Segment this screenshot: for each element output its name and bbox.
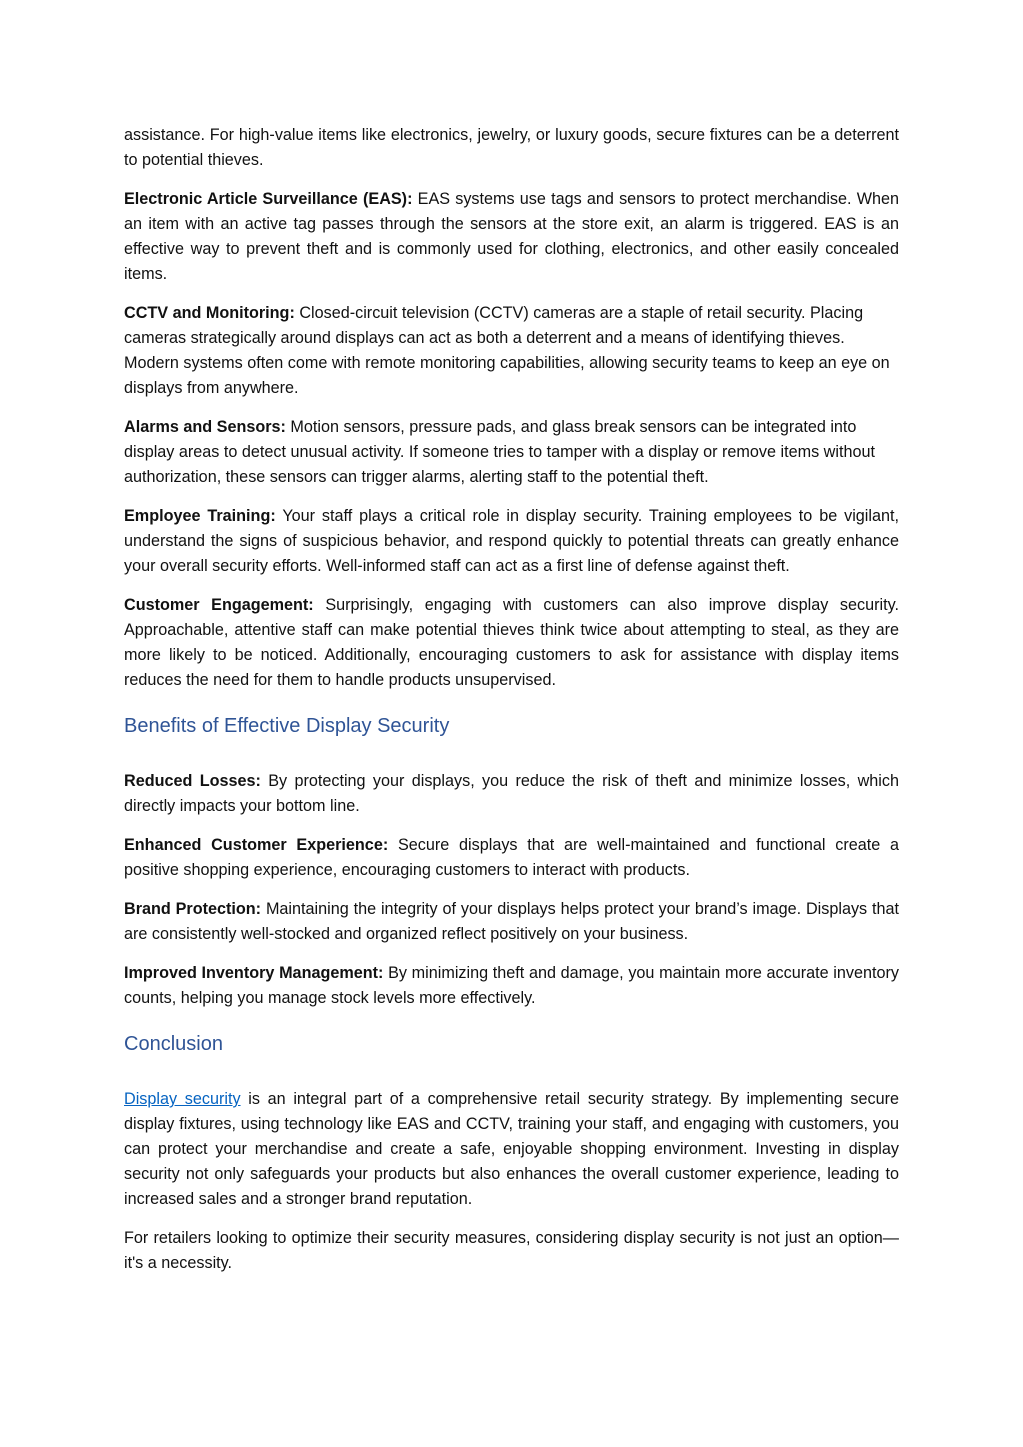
alarms-label: Alarms and Sensors: [124, 418, 286, 436]
closing-paragraph: For retailers looking to optimize their security measures, considering display security is not just an option—it's a necessity. [124, 1229, 899, 1272]
cctv-label: CCTV and Monitoring: [124, 304, 295, 322]
brand-protection-paragraph [124, 897, 899, 947]
brand-protection-text: Maintaining the integrity of your displays helps protect your brand’s image. Displays that are consistently well-stocked and organized reflect positively on your business. [124, 900, 900, 943]
inventory-text: By minimizing theft and damage, you maintain more accurate inventory counts, helping you manage stock levels more effectively. [124, 964, 899, 1007]
eas-text: EAS systems use tags and sensors to protect merchandise. When an item with an active tag passes through the sensors at the store exit, an alarm is triggered. EAS is an effective way to prevent theft and is commonly used for clothing, electronics, and other easily concealed items. [124, 190, 899, 283]
cctv-paragraph [124, 301, 899, 401]
brand-protection-label: Brand Protection: [124, 900, 262, 918]
conclusion-paragraph [124, 1087, 899, 1212]
alarms-paragraph [124, 415, 899, 490]
cctv-text: Closed-circuit television (CCTV) cameras are a staple of retail security. Placing cameras strategically around displays can act as both a deterrent and a means of identifying thieves. Modern systems often come with remote monitoring capabilities, allowing security teams to keep an eye on displays from anywhere. [124, 304, 890, 397]
training-label: Employee Training: [124, 507, 276, 525]
engagement-paragraph [124, 593, 899, 693]
engagement-text: Surprisingly, engaging with customers can also improve display security. Approachable, attentive staff can make potential thieves think twice about attempting to steal, as they are more likely to be noticed. Additionally, encouraging customers to ask for assistance with display items reduces the need for them to handle products unsupervised. [124, 596, 899, 689]
customer-experience-label: Enhanced Customer Experience: [124, 836, 389, 854]
eas-paragraph [124, 187, 899, 287]
engagement-label: Customer Engagement: [124, 596, 314, 614]
intro-continuation: assistance. For high-value items like electronics, jewelry, or luxury goods, secure fixtures can be a deterrent to potential thieves. [124, 126, 899, 169]
eas-label: Electronic Article Surveillance (EAS): [124, 190, 413, 208]
conclusion-text: is an integral part of a comprehensive retail security strategy. By implementing secure display fixtures, using technology like EAS and CCTV, training your staff, and engaging with customers, you can protect your merchandise and create a safe, enjoyable shopping environment. Investing in display security not only safeguards your products but also enhances the overall customer experience, leading to increased sales and a stronger brand reputation. [124, 1090, 899, 1208]
inventory-label: Improved Inventory Management: [124, 964, 384, 982]
benefits-heading: Benefits of Effective Display Security [124, 715, 450, 737]
customer-experience-text: Secure displays that are well-maintained and functional create a positive shopping experience, encouraging customers to interact with products. [124, 836, 899, 879]
inventory-paragraph [124, 961, 899, 1011]
training-text: Your staff plays a critical role in display security. Training employees to be vigilant, understand the signs of suspicious behavior, and respond quickly to potential threats can greatly enhance your overall security efforts. Well-informed staff can act as a first line of defense against theft. [124, 507, 899, 575]
reduced-losses-label: Reduced Losses: [124, 772, 261, 790]
training-paragraph [124, 504, 899, 579]
document-page [124, 123, 899, 1290]
display-security-link[interactable]: Display security [124, 1090, 241, 1108]
alarms-text: Motion sensors, pressure pads, and glass break sensors can be integrated into display areas to detect unusual activity. If someone tries to tamper with a display or remove items without authorization, these sensors can trigger alarms, alerting staff to the potential theft. [124, 418, 875, 486]
conclusion-heading: Conclusion [124, 1033, 223, 1055]
reduced-losses-text: By protecting your displays, you reduce the risk of theft and minimize losses, which directly impacts your bottom line. [124, 772, 899, 815]
reduced-losses-paragraph [124, 769, 899, 819]
customer-experience-paragraph [124, 833, 899, 883]
